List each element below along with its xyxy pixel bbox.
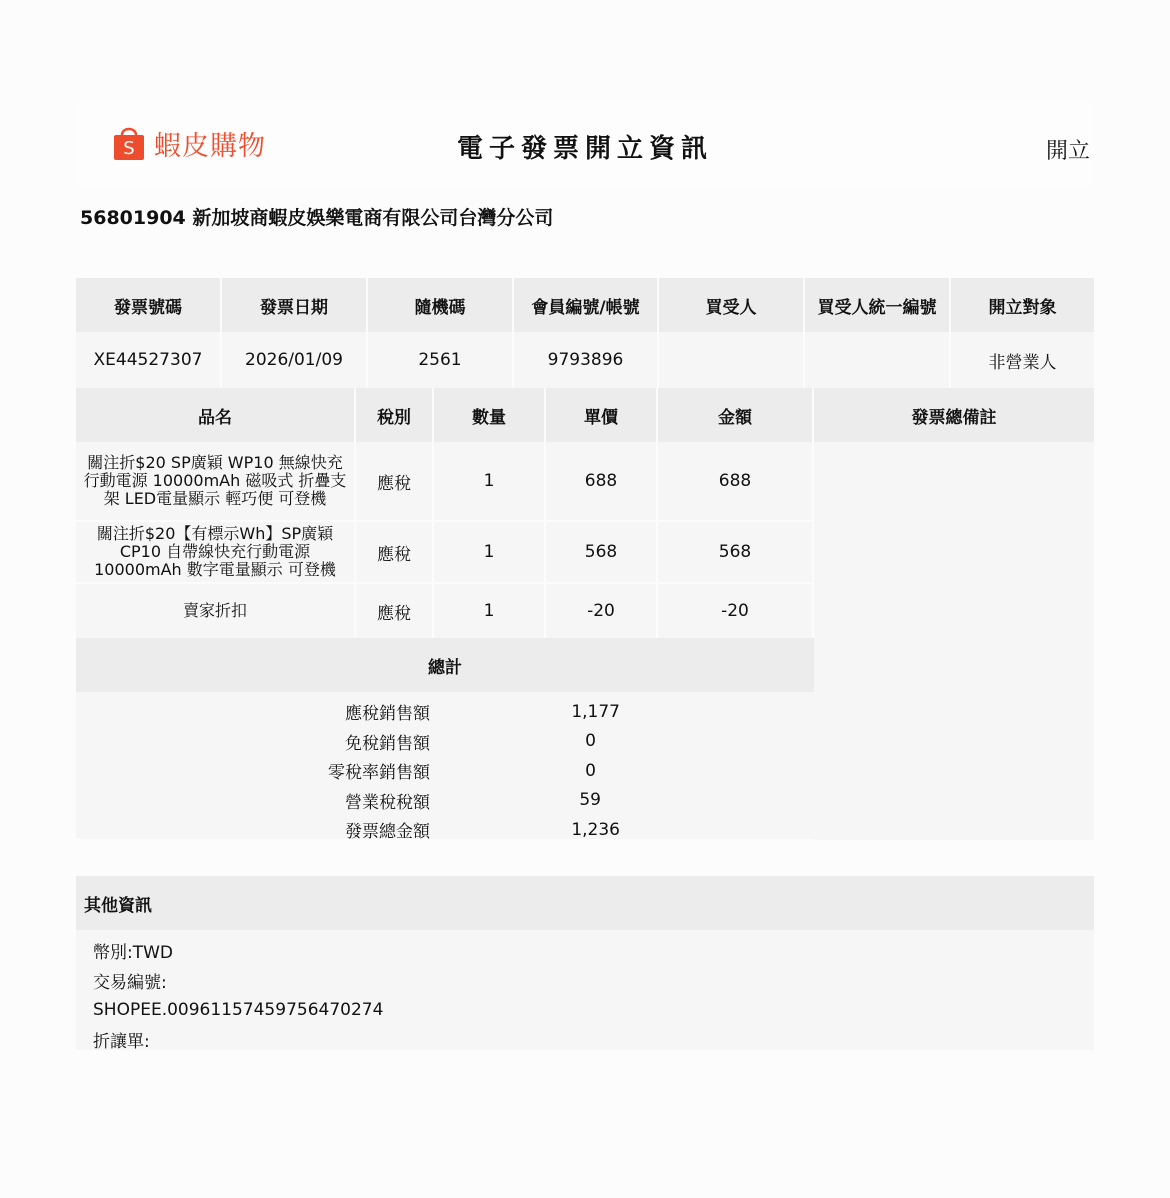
header-amount: 金額: [658, 388, 814, 442]
item-unit-price: 568: [546, 522, 658, 582]
totals-value: 1,177: [571, 701, 620, 722]
logo-text: 蝦皮購物: [154, 130, 266, 162]
issue-target: 非營業人: [988, 352, 1057, 373]
header-buyer: 買受人: [659, 278, 805, 332]
table-row: [76, 584, 814, 638]
logo-bag-letter: S: [123, 138, 135, 159]
totals-row: [76, 697, 814, 727]
invoice-number: XE44527307: [76, 332, 222, 388]
items-section: [76, 388, 1094, 843]
invoice-date: 2026/01/09: [222, 332, 368, 388]
item-unit-price: 688: [546, 442, 658, 520]
item-name: 關注折$20 SP廣穎 WP10 無線快充行動電源 10000mAh 磁吸式 折疊支架 LED電量顯示 輕巧便 可登機: [76, 442, 356, 520]
item-amount: 568: [658, 522, 814, 582]
remark-header: 發票總備註: [814, 388, 1094, 442]
item-quantity: 1: [434, 584, 546, 638]
header-item-name: 品名: [76, 388, 356, 442]
totals-row: [76, 756, 814, 786]
item-amount: -20: [658, 584, 814, 638]
item-tax-type: 應稅: [356, 442, 434, 520]
totals-label: 發票總金額: [345, 822, 430, 843]
buyer-tax-id: [805, 332, 951, 388]
seller-info: 56801904 新加坡商蝦皮娛樂電商有限公司台灣分公司: [76, 188, 1094, 244]
remark-body: [814, 442, 1094, 840]
totals-label: 營業稅稅額: [345, 792, 430, 813]
header-buyer-tax-id: 買受人統一編號: [805, 278, 951, 332]
header-random-code: 隨機碼: [368, 278, 514, 332]
other-info-header: 其他資訊: [76, 876, 1094, 930]
totals-section: [76, 692, 814, 843]
header-unit-price: 單價: [546, 388, 658, 442]
invoice-info-header: [76, 278, 1094, 332]
totals-row: [76, 815, 814, 845]
totals-header: 總計: [76, 638, 814, 692]
item-name: 賣家折扣: [76, 584, 356, 638]
invoice-info-values: [76, 332, 1094, 388]
totals-value: 1,236: [571, 819, 620, 840]
page-title: 電子發票開立資訊: [456, 134, 713, 164]
totals-value: 0: [585, 731, 596, 752]
totals-label: 零稅率銷售額: [328, 763, 430, 784]
header-tax-type: 稅別: [356, 388, 434, 442]
transaction-label: 交易編號:: [93, 972, 167, 993]
member-id: 9793896: [514, 332, 659, 388]
totals-value: 0: [585, 760, 596, 781]
table-row: [76, 522, 814, 584]
header-member-id: 會員編號/帳號: [514, 278, 659, 332]
item-quantity: 1: [434, 442, 546, 520]
totals-label: 應稅銷售額: [345, 704, 430, 725]
other-info-body: [76, 930, 1094, 1050]
allowance-label: 折讓單:: [93, 1031, 150, 1052]
items-header: [76, 388, 814, 442]
item-unit-price: -20: [546, 584, 658, 638]
totals-label: 免稅銷售額: [345, 733, 430, 754]
item-tax-type: 應稅: [356, 522, 434, 582]
totals-row: [76, 727, 814, 757]
header-issue-target: 開立對象: [988, 297, 1057, 318]
item-name: 關注折$20【有標示Wh】SP廣穎 CP10 自帶線快充行動電源 10000mAh 數字電量顯示 可登機: [76, 522, 356, 582]
item-tax-type: 應稅: [356, 584, 434, 638]
invoice-page: [76, 100, 1094, 1050]
invoice-header: [76, 100, 1094, 188]
invoice-status: 開立: [1045, 139, 1090, 164]
totals-row: [76, 786, 814, 816]
buyer: [659, 332, 805, 388]
header-invoice-date: 發票日期: [222, 278, 368, 332]
header-invoice-number: 發票號碼: [76, 278, 222, 332]
totals-value: 59: [579, 790, 601, 811]
header-quantity: 數量: [434, 388, 546, 442]
item-quantity: 1: [434, 522, 546, 582]
transaction-id: SHOPEE.00961157459756470274: [93, 999, 384, 1020]
item-amount: 688: [658, 442, 814, 520]
currency-line: 幣別:TWD: [93, 943, 174, 964]
table-row: [76, 442, 814, 522]
random-code: 2561: [368, 332, 514, 388]
